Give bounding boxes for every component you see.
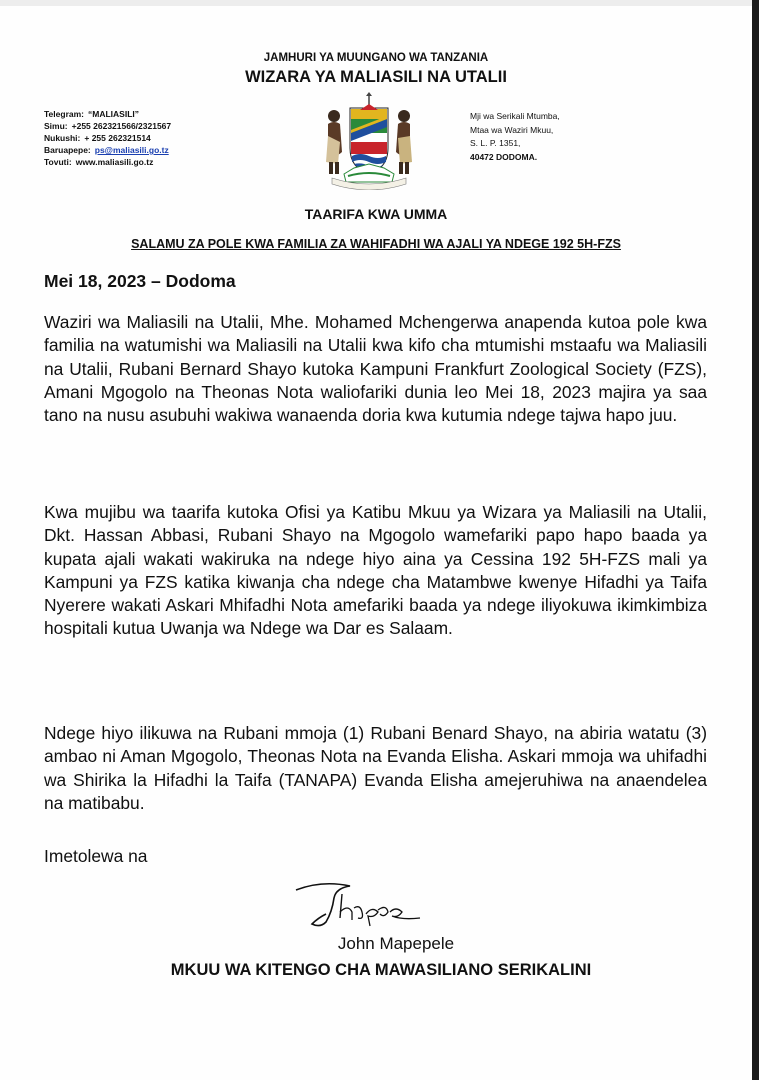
contact-label: Nukushi: bbox=[44, 133, 81, 143]
dateline: Mei 18, 2023 – Dodoma bbox=[44, 271, 236, 291]
website-link[interactable]: www.maliasili.go.tz bbox=[75, 157, 154, 167]
issued-by-label: Imetolewa na bbox=[44, 846, 148, 866]
paragraph: Kwa mujibu wa taarifa kutoka Ofisi ya Katibu Mkuu ya Wizara ya Maliasili na Utalii, Dkt. Hassan Abbasi, Rubani Shayo na Mgogolo wamefariki papo hapo baada ya kupata ajali wakati wakiruka na ndege hiyo aina ya Cessina 192 5H-FZS mali ya Kampuni ya FZS katika kiwanja cha ndege cha Matambwe kwenye Hifadhi ya Taifa Nyerere wakati Askari Mhifadhi Nota amefariki baada ya ndege iliyokuwa ikimkimbiza hospitali kutua Uwanja wa Ndege wa Dar es Salaam. bbox=[44, 502, 707, 639]
address-line: 40472 DODOMA. bbox=[470, 151, 538, 162]
contact-label: Telegram: bbox=[44, 109, 84, 119]
contact-telegram bbox=[44, 108, 171, 120]
document-subtitle bbox=[0, 237, 752, 251]
signature-icon bbox=[292, 878, 432, 934]
header-ministry: WIZARA YA MALIASILI NA UTALII bbox=[245, 68, 507, 86]
subtitle-text: SALAMU ZA POLE KWA FAMILIA ZA WAHIFADHI WA AJALI YA NDEGE 192 5H-FZS bbox=[131, 237, 621, 251]
document-title: TAARIFA KWA UMMA bbox=[304, 206, 448, 222]
email-link[interactable]: ps@maliasili.go.tz bbox=[94, 145, 169, 155]
contact-label: Simu: bbox=[44, 121, 68, 131]
signer-title: MKUU WA KITENGO CHA MAWASILIANO SERIKALINI bbox=[170, 961, 592, 979]
contact-value: +255 262321566/2321567 bbox=[71, 121, 172, 131]
paragraph: Ndege hiyo ilikuwa na Rubani mmoja (1) Rubani Benard Shayo, na abiria watatu (3) ambao ni Aman Mgogolo, Theonas Nota na Evanda Elisha. Askari mmoja wa uhifadhi wa Shirika la Hifadhi la Taifa (TANAPA) Evanda Elisha amejeruhiwa na anaendelea na matibabu. bbox=[44, 723, 707, 813]
page-top-edge bbox=[0, 0, 752, 6]
contact-block-left bbox=[44, 108, 171, 168]
left-supporter-figure bbox=[326, 110, 342, 174]
contact-website bbox=[44, 156, 171, 168]
signer-name: John Mapepele bbox=[337, 934, 455, 953]
contact-block-right bbox=[470, 110, 560, 164]
address-line: Mji wa Serikali Mtumba, bbox=[470, 111, 560, 121]
contact-fax bbox=[44, 132, 171, 144]
contact-label: Baruapepe: bbox=[44, 145, 91, 155]
contact-label: Tovuti: bbox=[44, 157, 72, 167]
header-republic: JAMHURI YA MUUNGANO WA TANZANIA bbox=[263, 52, 489, 64]
address-line: Mtaa wa Waziri Mkuu, bbox=[470, 124, 554, 135]
address-line: S. L. P. 1351, bbox=[470, 138, 521, 148]
coat-of-arms-icon bbox=[314, 92, 424, 190]
contact-phone bbox=[44, 120, 171, 132]
paragraph: Waziri wa Maliasili na Utalii, Mhe. Mohamed Mchengerwa anapenda kutoa pole kwa familia na watumishi wa Maliasili na Utalii kwa kifo cha mtumishi mstaafu wa Maliasili na Utalii, Rubani Bernard Shayo kutoka Kampuni Frankfurt Zoological Society (FZS), Amani Mgogolo na Theonas Nota waliofariki dunia leo Mei 18, 2023 majira ya saa tano na nusu asubuhi wakiwa wanaenda doria kwa kutumia ndege tajwa hapo juu. bbox=[44, 312, 707, 426]
contact-value: + 255 262321514 bbox=[84, 133, 151, 143]
contact-email bbox=[44, 144, 171, 156]
right-supporter-figure bbox=[396, 110, 412, 174]
contact-value: “MALIASILI” bbox=[88, 109, 139, 119]
